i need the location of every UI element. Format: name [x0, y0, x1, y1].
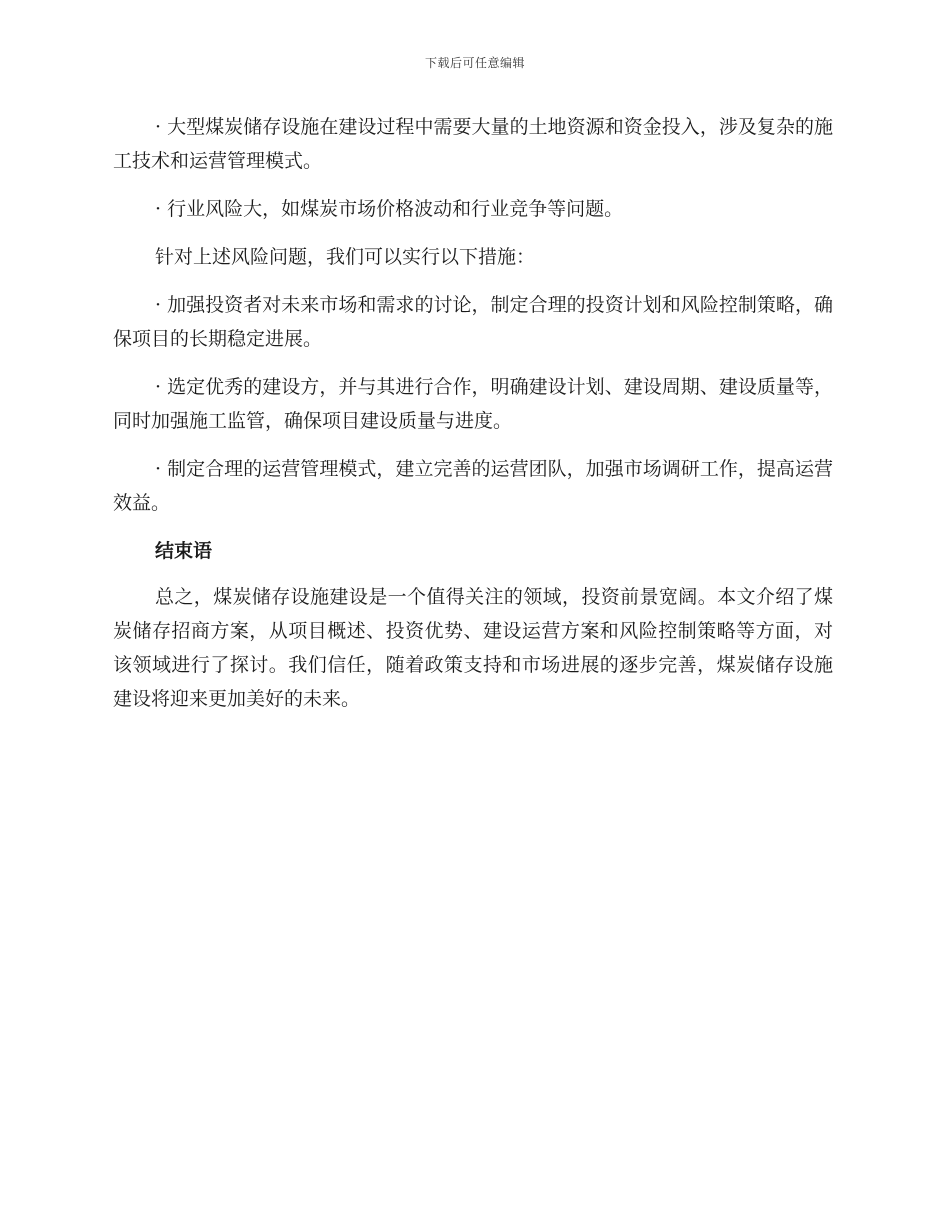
- bullet-paragraph-industry-risk: · 行业风险大，如煤炭市场价格波动和行业竞争等问题。: [155, 198, 624, 220]
- bullet-paragraph-operations-model: · 制定合理的运营管理模式，建立完善的运营团队，加强市场调研工作，提高运营效益。: [113, 458, 833, 514]
- bullet-paragraph-risk-investment: · 大型煤炭储存设施在建设过程中需要大量的土地资源和资金投入，涉及复杂的施工技术和运营管理模式。: [113, 116, 833, 172]
- conclusion-paragraph: 总之，煤炭储存设施建设是一个值得关注的领域，投资前景宽阔。本文介绍了煤炭储存招商方案，从项目概述、投资优势、建设运营方案和风险控制策略等方面，对该领域进行了探讨。我们信任，随着政策支持和市场进展的逐步完善，煤炭储存设施建设将迎来更加美好的未来。: [113, 586, 833, 710]
- page-header: 下载后可任意编辑: [424, 56, 525, 70]
- bullet-paragraph-investment-plan: · 加强投资者对未来市场和需求的讨论，制定合理的投资计划和风险控制策略，确保项目的长期稳定进展。: [113, 294, 833, 350]
- conclusion-heading: 结束语: [155, 540, 213, 562]
- document-body: [113, 110, 833, 730]
- measures-intro-paragraph: 针对上述风险问题，我们可以实行以下措施：: [155, 246, 536, 268]
- bullet-paragraph-construction-partner: · 选定优秀的建设方，并与其进行合作，明确建设计划、建设周期、建设质量等，同时加强施工监管，确保项目建设质量与进度。: [113, 376, 833, 432]
